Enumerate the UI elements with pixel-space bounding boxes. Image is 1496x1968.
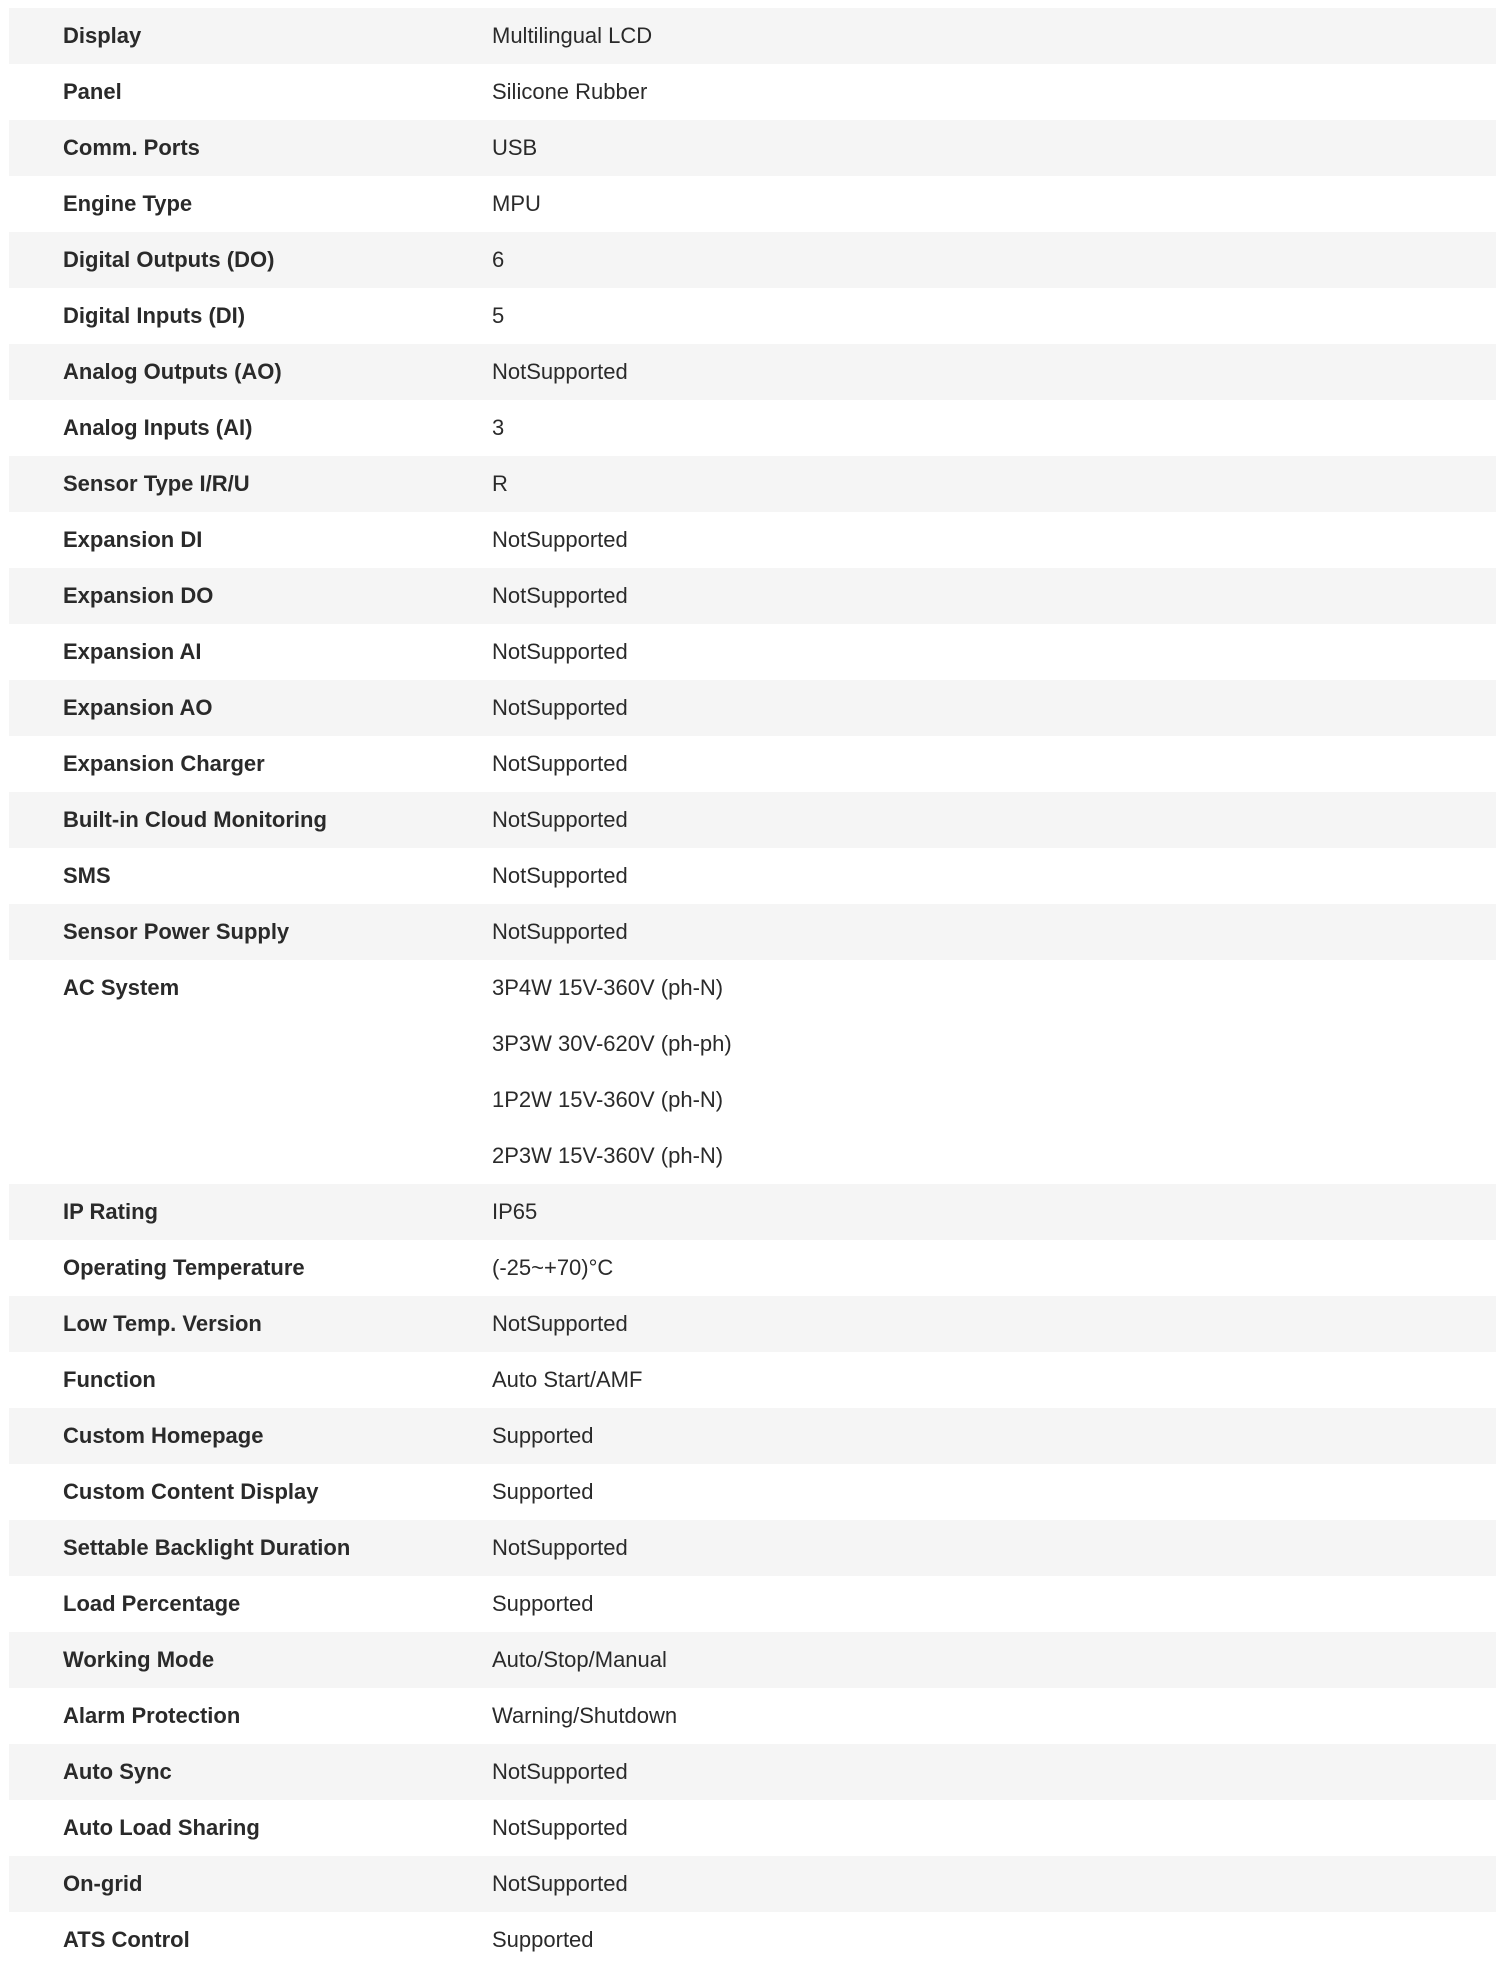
table-row [9, 1632, 1496, 1688]
spec-value: NotSupported [492, 1535, 628, 1560]
spec-label: Digital Outputs (DO) [63, 247, 275, 272]
table-row [9, 120, 1496, 176]
spec-values [492, 736, 1496, 792]
table-row [9, 176, 1496, 232]
table-row [9, 232, 1496, 288]
spec-values [492, 1184, 1496, 1240]
spec-value: NotSupported [492, 695, 628, 720]
spec-value: (-25~+70)°C [492, 1255, 614, 1280]
spec-values [492, 1352, 1496, 1408]
table-row [9, 568, 1496, 624]
spec-values [492, 792, 1496, 848]
table-row [9, 1576, 1496, 1632]
table-row [9, 1184, 1496, 1240]
spec-values [492, 1240, 1496, 1296]
table-row [9, 1296, 1496, 1352]
table-row [9, 736, 1496, 792]
spec-value: NotSupported [492, 527, 628, 552]
spec-value: Supported [492, 1591, 594, 1616]
table-row [9, 400, 1496, 456]
spec-value: NotSupported [492, 1759, 628, 1784]
spec-values [492, 904, 1496, 960]
spec-values [492, 1464, 1496, 1520]
spec-table [9, 8, 1496, 1968]
spec-label: Working Mode [63, 1647, 215, 1672]
spec-value: IP65 [492, 1199, 538, 1224]
table-row [9, 1800, 1496, 1856]
spec-values [492, 1632, 1496, 1688]
spec-label: Comm. Ports [63, 135, 200, 160]
table-row [9, 792, 1496, 848]
spec-value: R [492, 471, 508, 496]
spec-values [492, 120, 1496, 176]
spec-value: 5 [492, 303, 505, 328]
spec-value: NotSupported [492, 639, 628, 664]
spec-label: Expansion DI [63, 527, 203, 552]
table-row [9, 848, 1496, 904]
spec-label: Low Temp. Version [63, 1311, 262, 1336]
spec-value: NotSupported [492, 919, 628, 944]
spec-values [492, 8, 1496, 64]
spec-value: 3 [492, 415, 505, 440]
spec-value: Auto/Stop/Manual [492, 1647, 667, 1672]
table-row [9, 1240, 1496, 1296]
spec-label: On-grid [63, 1871, 143, 1896]
table-row [9, 680, 1496, 736]
spec-values [492, 232, 1496, 288]
table-row [9, 960, 1496, 1184]
table-row [9, 904, 1496, 960]
spec-value: 3P3W 30V-620V (ph-ph) [492, 1031, 732, 1056]
spec-values [492, 512, 1496, 568]
table-row [9, 512, 1496, 568]
spec-value: NotSupported [492, 359, 628, 384]
spec-values [492, 64, 1496, 120]
spec-label: Display [63, 23, 142, 48]
table-row [9, 1408, 1496, 1464]
table-row [9, 1744, 1496, 1800]
spec-value: Supported [492, 1927, 594, 1952]
spec-label: Custom Homepage [63, 1423, 264, 1448]
spec-values [492, 344, 1496, 400]
spec-values [492, 288, 1496, 344]
spec-label: ATS Control [63, 1927, 190, 1952]
spec-value: Supported [492, 1423, 594, 1448]
spec-label: Expansion AI [63, 639, 202, 664]
spec-value: Supported [492, 1479, 594, 1504]
spec-value: 2P3W 15V-360V (ph-N) [492, 1143, 724, 1168]
table-row [9, 1856, 1496, 1912]
spec-label: SMS [63, 863, 111, 888]
spec-value: NotSupported [492, 1311, 628, 1336]
spec-label: Expansion DO [63, 583, 214, 608]
spec-values [492, 848, 1496, 904]
spec-label: AC System [63, 975, 180, 1000]
spec-label: Load Percentage [63, 1591, 241, 1616]
spec-value: NotSupported [492, 1871, 628, 1896]
spec-values [492, 680, 1496, 736]
spec-values [492, 400, 1496, 456]
spec-label: Sensor Power Supply [63, 919, 290, 944]
spec-label: Expansion AO [63, 695, 213, 720]
spec-value: Silicone Rubber [492, 79, 648, 104]
table-row [9, 456, 1496, 512]
spec-values [492, 176, 1496, 232]
spec-values [492, 960, 1496, 1184]
spec-value: 6 [492, 247, 505, 272]
table-row [9, 64, 1496, 120]
spec-label: Engine Type [63, 191, 193, 216]
spec-label: Built-in Cloud Monitoring [63, 807, 327, 832]
spec-label: Digital Inputs (DI) [63, 303, 246, 328]
spec-value: Multilingual LCD [492, 23, 653, 48]
spec-values [492, 1688, 1496, 1744]
spec-value: MPU [492, 191, 541, 216]
spec-label: Expansion Charger [63, 751, 265, 776]
table-row [9, 288, 1496, 344]
table-row [9, 1688, 1496, 1744]
spec-label: Function [63, 1367, 156, 1392]
spec-value: 3P4W 15V-360V (ph-N) [492, 975, 724, 1000]
spec-value: NotSupported [492, 583, 628, 608]
spec-label: IP Rating [63, 1199, 158, 1224]
spec-values [492, 1296, 1496, 1352]
spec-label: Panel [63, 79, 122, 104]
spec-value: Warning/Shutdown [492, 1703, 678, 1728]
spec-label: Operating Temperature [63, 1255, 305, 1280]
spec-label: Auto Sync [63, 1759, 172, 1784]
spec-values [492, 456, 1496, 512]
spec-value: NotSupported [492, 751, 628, 776]
spec-values [492, 1576, 1496, 1632]
spec-label: Auto Load Sharing [63, 1815, 260, 1840]
spec-values [492, 624, 1496, 680]
spec-values [492, 1856, 1496, 1912]
spec-value: NotSupported [492, 1815, 628, 1840]
spec-values [492, 568, 1496, 624]
spec-value: NotSupported [492, 863, 628, 888]
table-row [9, 624, 1496, 680]
spec-values [492, 1800, 1496, 1856]
spec-label: Analog Outputs (AO) [63, 359, 282, 384]
spec-value: Auto Start/AMF [492, 1367, 643, 1392]
spec-label: Settable Backlight Duration [63, 1535, 351, 1560]
table-row [9, 1520, 1496, 1576]
spec-value: NotSupported [492, 807, 628, 832]
table-row [9, 8, 1496, 64]
table-row [9, 1352, 1496, 1408]
spec-values [492, 1408, 1496, 1464]
spec-value: USB [492, 135, 538, 160]
spec-label: Sensor Type I/R/U [63, 471, 250, 496]
spec-value: 1P2W 15V-360V (ph-N) [492, 1087, 724, 1112]
spec-label: Custom Content Display [63, 1479, 319, 1504]
table-row [9, 344, 1496, 400]
spec-values [492, 1744, 1496, 1800]
spec-label: Analog Inputs (AI) [63, 415, 253, 440]
spec-values [492, 1520, 1496, 1576]
table-row [9, 1464, 1496, 1520]
spec-label: Alarm Protection [63, 1703, 241, 1728]
